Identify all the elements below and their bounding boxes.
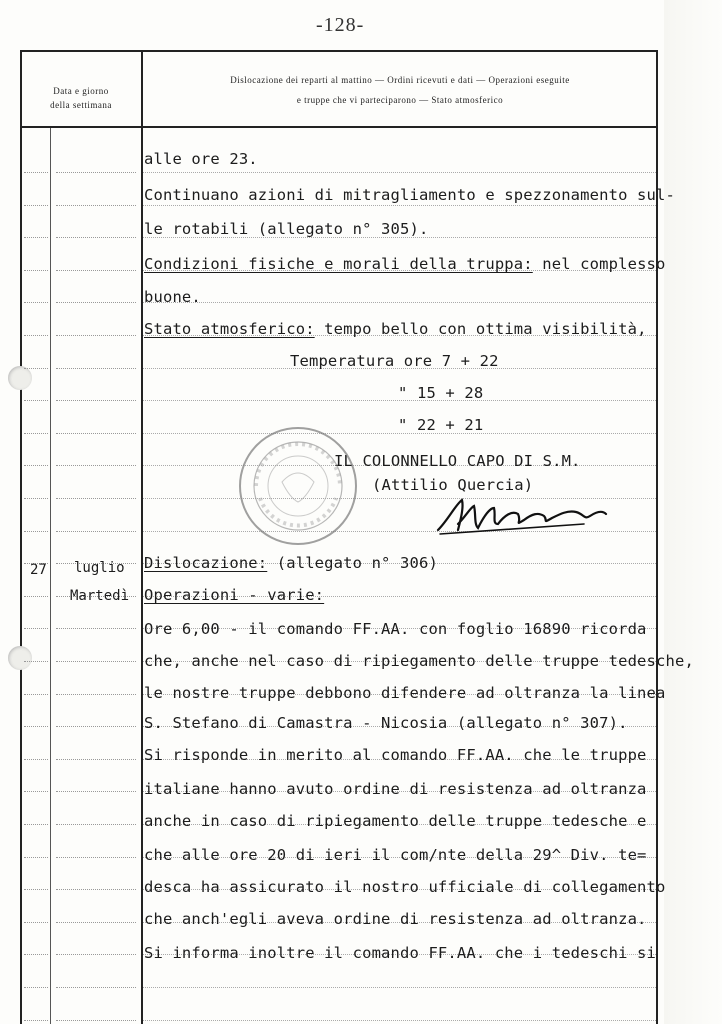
date-ruled-line <box>24 661 48 662</box>
date-ruled-line <box>24 172 48 173</box>
main-column-header <box>150 70 650 110</box>
page-margin <box>664 0 722 1024</box>
date-ruled-line <box>24 824 48 825</box>
text-line-24: Si informa inoltre il comando FF.AA. che i tedeschi si <box>144 944 657 962</box>
date-column-header <box>24 84 138 112</box>
date-ruled-line <box>56 531 136 532</box>
page-number: -128- <box>316 14 365 36</box>
text-line-2: Continuano azioni di mitragliamento e spezzonamento sul- <box>144 186 675 204</box>
date-ruled-line <box>24 1020 48 1021</box>
date-ruled-line <box>56 172 136 173</box>
date-ruled-line <box>24 368 48 369</box>
text-line-18: Si risponde in merito al comando FF.AA. che le truppe <box>144 746 647 764</box>
date-ruled-line <box>24 433 48 434</box>
date-ruled-line <box>24 465 48 466</box>
text-line-17: S. Stefano di Camastra - Nicosia (allegato n° 307). <box>144 714 628 732</box>
conditions-value: nel complesso <box>532 255 666 273</box>
date-header-line-2: della settimana <box>50 100 112 110</box>
conditions-label: Condizioni fisiche e morali della truppa: <box>144 255 533 273</box>
date-ruled-line <box>24 694 48 695</box>
date-ruled-line <box>24 726 48 727</box>
punch-hole <box>8 366 32 390</box>
date-ruled-line <box>56 954 136 955</box>
column-divider <box>141 50 143 1024</box>
weather-value: tempo bello con ottima visibilità, <box>314 320 647 338</box>
official-stamp-icon <box>236 424 360 548</box>
date-ruled-line <box>56 987 136 988</box>
date-ruled-line <box>24 857 48 858</box>
date-ruled-line <box>56 759 136 760</box>
text-line-1: alle ore 23. <box>144 150 258 168</box>
date-ruled-line <box>56 922 136 923</box>
date-ruled-line <box>56 791 136 792</box>
date-ruled-line <box>24 922 48 923</box>
ruled-line <box>143 302 656 303</box>
text-line-4 <box>144 255 666 273</box>
date-ruled-line <box>56 498 136 499</box>
date-ruled-line <box>24 205 48 206</box>
date-ruled-line <box>56 433 136 434</box>
date-ruled-line <box>56 368 136 369</box>
date-ruled-line <box>24 498 48 499</box>
date-ruled-line <box>24 628 48 629</box>
main-header-line-1: Dislocazione dei reparti al mattino — Ordini ricevuti e dati — Operazioni eseguite <box>230 75 570 85</box>
text-line-5: buone. <box>144 288 201 306</box>
text-line-temp-2: " 15 + 28 <box>398 384 484 402</box>
text-line-19: italiane hanno avuto ordine di resistenza ad oltranza <box>144 780 647 798</box>
ruled-line <box>143 205 656 206</box>
text-line-21: che alle ore 20 di ieri il com/nte della 29^ Div. te= <box>144 846 647 864</box>
date-ruled-line <box>56 726 136 727</box>
date-month: luglio <box>74 560 125 576</box>
date-ruled-line <box>24 596 48 597</box>
date-ruled-line <box>56 824 136 825</box>
date-ruled-line <box>24 791 48 792</box>
date-ruled-line <box>56 889 136 890</box>
date-ruled-line <box>24 954 48 955</box>
date-ruled-line <box>56 694 136 695</box>
date-ruled-line <box>56 270 136 271</box>
date-ruled-line <box>56 628 136 629</box>
date-ruled-line <box>24 759 48 760</box>
date-ruled-line <box>56 400 136 401</box>
date-ruled-line <box>56 857 136 858</box>
disloc-value: (allegato n° 306) <box>267 554 438 572</box>
ops-label: Operazioni - varie: <box>144 586 325 604</box>
main-header-line-2: e truppe che vi parteciparono — Stato atmosferico <box>296 95 504 105</box>
text-line-22: desca ha assicurato il nostro ufficiale di collegamento <box>144 878 666 896</box>
date-subcolumn-divider <box>50 128 51 1024</box>
date-ruled-line <box>56 205 136 206</box>
ruled-line <box>143 987 656 988</box>
date-ruled-line <box>24 237 48 238</box>
signatory-title: IL COLONNELLO CAPO DI S.M. <box>334 452 581 470</box>
text-line-16: le nostre truppe debbono difendere ad oltranza la linea <box>144 684 666 702</box>
text-line-23: che anch'egli aveva ordine di resistenza ad oltranza. <box>144 910 647 928</box>
date-ruled-line <box>24 531 48 532</box>
date-day: 27 <box>30 562 47 578</box>
text-line-ops <box>144 586 324 604</box>
header-rule <box>20 126 658 128</box>
text-line-3: le rotabili (allegato n° 305). <box>144 220 429 238</box>
punch-hole <box>8 646 32 670</box>
date-ruled-line <box>56 1020 136 1021</box>
date-ruled-line <box>56 661 136 662</box>
date-ruled-line <box>56 335 136 336</box>
date-ruled-line <box>56 302 136 303</box>
date-ruled-line <box>24 335 48 336</box>
date-ruled-line <box>24 400 48 401</box>
date-ruled-line <box>24 302 48 303</box>
text-line-temp-1: Temperatura ore 7 + 22 <box>290 352 499 370</box>
text-line-14: Ore 6,00 - il comando FF.AA. con foglio 16890 ricorda <box>144 620 647 638</box>
signature-icon <box>434 494 610 538</box>
signatory-name: (Attilio Quercia) <box>372 476 534 494</box>
weather-label: Stato atmosferico: <box>144 320 315 338</box>
ruled-line <box>143 1020 656 1021</box>
text-line-20: anche in caso di ripiegamento delle truppe tedesche e <box>144 812 647 830</box>
text-line-disloc <box>144 554 438 572</box>
date-ruled-line <box>24 987 48 988</box>
text-line-6 <box>144 320 647 338</box>
text-line-temp-3: " 22 + 21 <box>398 416 484 434</box>
date-header-line-1: Data e giorno <box>53 86 109 96</box>
ruled-line <box>143 172 656 173</box>
date-weekday: Martedì <box>70 588 130 604</box>
date-ruled-line <box>56 465 136 466</box>
date-ruled-line <box>24 889 48 890</box>
disloc-label: Dislocazione: <box>144 554 268 572</box>
date-ruled-line <box>24 270 48 271</box>
date-ruled-line <box>56 237 136 238</box>
text-line-15: che, anche nel caso di ripiegamento delle truppe tedesche, <box>144 652 694 670</box>
